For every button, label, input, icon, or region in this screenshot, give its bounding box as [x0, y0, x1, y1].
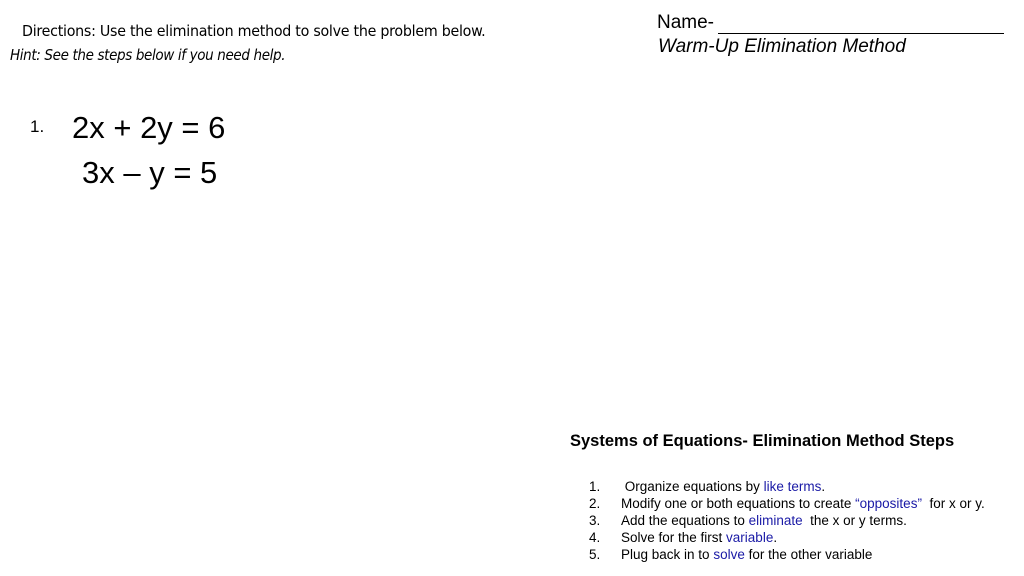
equation-2: 3x – y = 5 [82, 155, 218, 190]
worksheet-subtitle: Warm-Up Elimination Method [658, 36, 906, 57]
name-blank-line [718, 15, 1004, 34]
step-number: 3. [589, 513, 601, 528]
name-label: Name- [657, 12, 715, 33]
hint-text: Hint: See the steps below if you need help. [10, 46, 286, 64]
step-item [589, 495, 985, 512]
problem-number: 1. [30, 117, 45, 136]
name-field [657, 12, 1004, 34]
step-number: 2. [589, 496, 601, 511]
step-highlight: like terms [763, 479, 822, 494]
step-item [589, 546, 985, 563]
step-text: Plug back in to solve for the other variable [621, 547, 873, 562]
step-text: Modify one or both equations to create “opposites” for x or y. [621, 496, 985, 511]
equation-1: 2x + 2y = 6 [72, 110, 226, 145]
step-number: 1. [589, 479, 601, 494]
steps-list [589, 478, 985, 563]
step-text: Organize equations by like terms. [621, 479, 826, 494]
step-number: 4. [589, 530, 601, 545]
step-number: 5. [589, 547, 601, 562]
step-text: Solve for the first variable. [621, 530, 778, 545]
step-highlight: variable [726, 530, 774, 545]
step-item [589, 512, 985, 529]
step-highlight: “opposites” [855, 496, 922, 511]
step-item [589, 529, 985, 546]
step-highlight: eliminate [748, 513, 803, 528]
steps-title: Systems of Equations- Elimination Method Steps [570, 432, 955, 450]
step-text: Add the equations to eliminate the x or y terms. [621, 513, 907, 528]
directions-text: Directions: Use the elimination method to solve the problem below. [22, 22, 486, 40]
step-item [589, 478, 985, 495]
step-highlight: solve [713, 547, 745, 562]
